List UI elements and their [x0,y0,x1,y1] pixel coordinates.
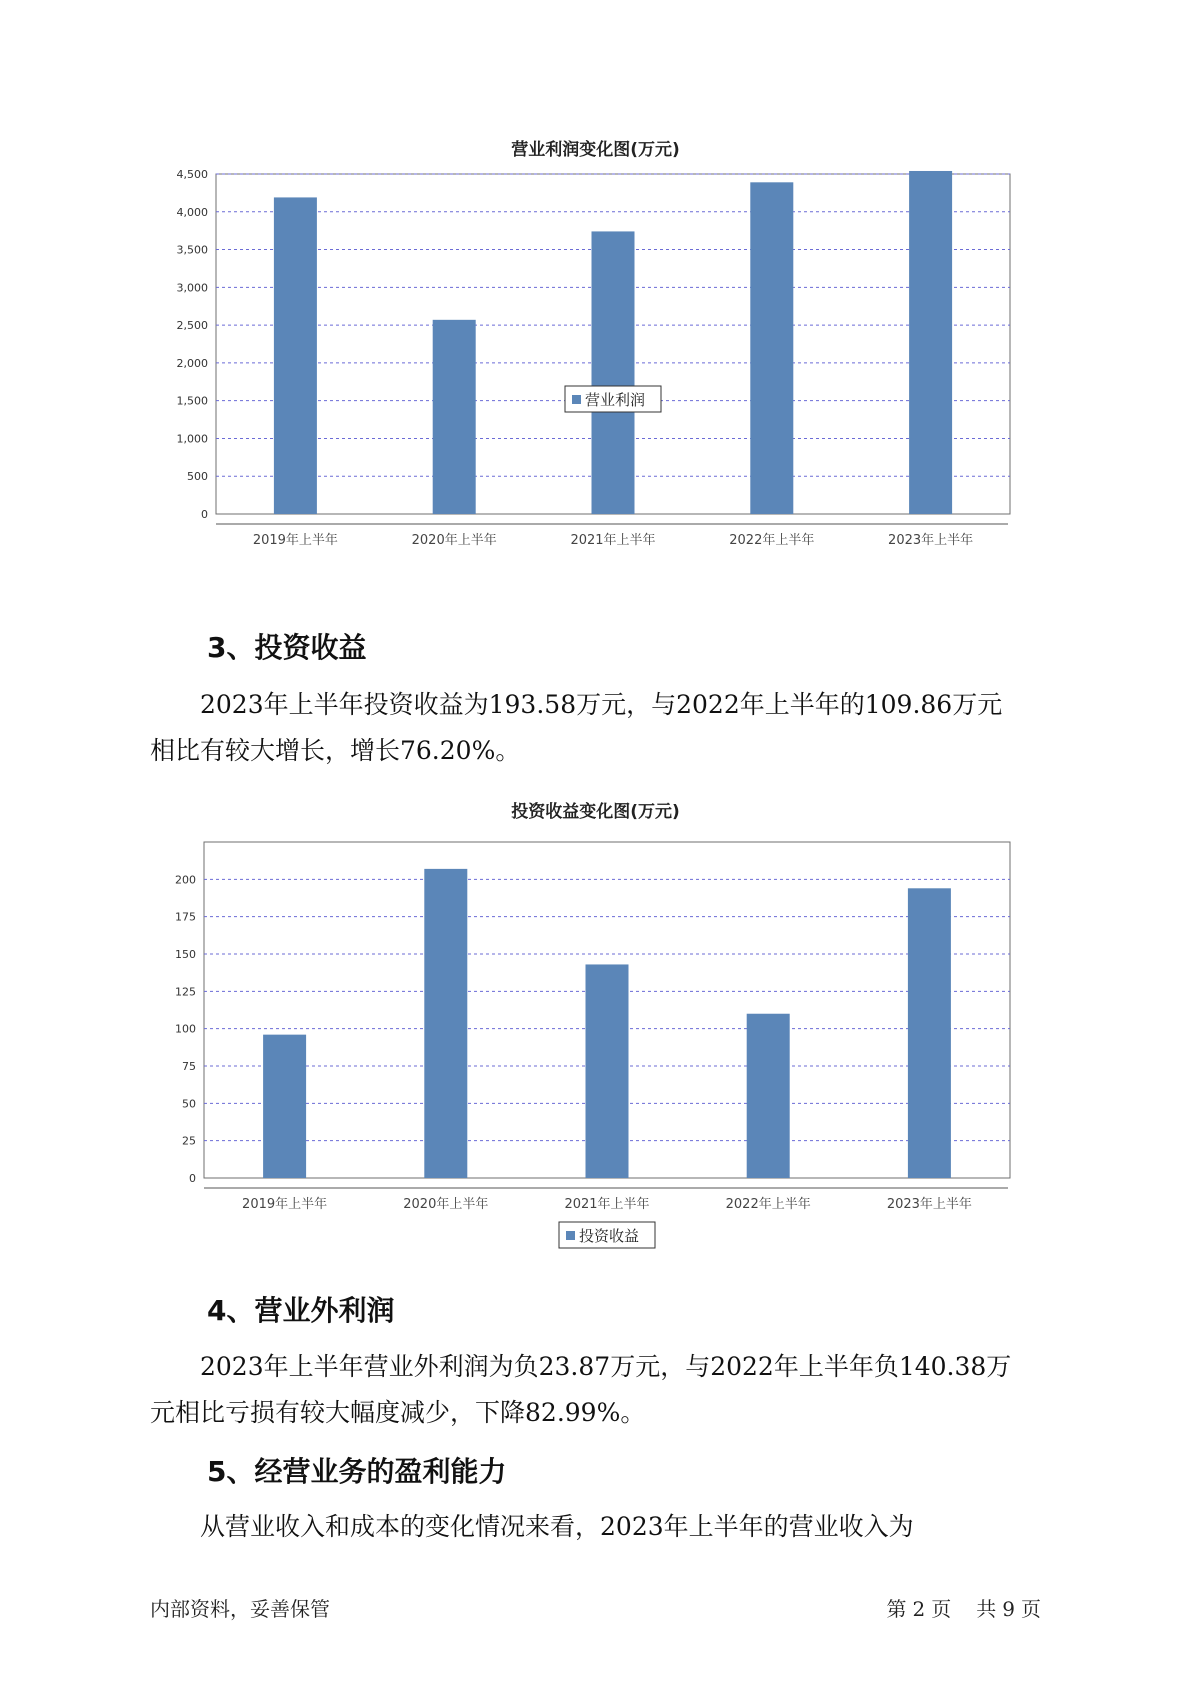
chart1-title: 营业利润变化图(万元) [511,140,680,160]
y-tick-label: 200 [175,873,196,887]
section4-heading: 4、营业外利润 [207,1294,395,1327]
bar-2 [424,869,467,1178]
y-tick-label: 4,000 [176,205,208,219]
footer-total-number: 9 [1002,1597,1015,1621]
footer-page-number: 2 [912,1597,926,1621]
footer-confidential-note: 内部资料，妥善保管 [150,1597,330,1621]
y-tick-label: 0 [189,1172,196,1185]
section5-line-1: 从营业收入和成本的变化情况来看，2023年上半年的营业收入为 [200,1512,914,1541]
x-tick-label: 2022年上半年 [729,533,815,548]
y-tick-label: 4,500 [176,168,208,181]
footer-page-info [880,1593,1041,1622]
legend-label: 投资收益 [579,1227,640,1245]
legend-label: 营业利润 [585,391,646,409]
y-tick-label: 3,500 [176,243,208,257]
y-tick-label: 2,500 [176,319,208,333]
y-tick-label: 125 [175,985,196,999]
x-tick-label: 2021年上半年 [564,1197,650,1212]
y-tick-label: 100 [175,1022,196,1036]
section3-line-2: 相比有较大增长，增长76.20%。 [150,736,521,765]
y-tick-label: 175 [175,910,196,924]
section4-line-1: 2023年上半年营业外利润为负23.87万元，与2022年上半年负140.38万 [200,1352,1012,1381]
section4-paragraph [150,1344,1050,1436]
section5-paragraph [150,1504,1050,1550]
bar-3 [586,964,629,1178]
y-tick-label: 500 [187,470,208,484]
bar-1 [274,197,317,514]
footer-page-unit: 页 [931,1597,952,1621]
y-tick-label: 0 [201,508,208,521]
footer-total-prefix: 共 [976,1597,997,1621]
section3-paragraph [150,682,1050,774]
bar-4 [750,182,793,514]
y-tick-label: 3,000 [176,281,208,295]
x-tick-label: 2020年上半年 [403,1197,489,1212]
bar-4 [747,1014,790,1178]
bar-3 [592,231,635,514]
legend-swatch [566,1231,575,1240]
x-tick-label: 2019年上半年 [252,533,338,548]
bar-1 [263,1035,306,1178]
bar-2 [433,320,476,514]
y-tick-label: 2,000 [176,356,208,370]
y-tick-label: 1,000 [176,432,208,446]
x-tick-label: 2021年上半年 [570,533,656,548]
y-tick-label: 50 [182,1097,196,1111]
x-tick-label: 2019年上半年 [242,1197,328,1212]
chart2-title: 投资收益变化图(万元) [511,802,680,822]
x-tick-label: 2023年上半年 [888,533,974,548]
footer-total-unit: 页 [1021,1597,1041,1621]
footer-page-prefix: 第 [886,1597,907,1621]
section4-line-2: 元相比亏损有较大幅度减少，下降82.99%。 [150,1398,646,1427]
y-tick-label: 150 [175,948,196,961]
chart1-operating-profit [0,170,1191,550]
section5-heading: 5、经营业务的盈利能力 [207,1455,507,1488]
x-tick-label: 2020年上半年 [411,533,497,548]
legend [559,1222,655,1248]
x-tick-label: 2022年上半年 [725,1197,811,1212]
y-tick-label: 75 [182,1060,196,1073]
y-tick-label: 1,500 [176,394,208,408]
y-tick-label: 25 [182,1134,196,1148]
x-tick-label: 2023年上半年 [886,1197,972,1212]
bar-5 [909,171,952,514]
section3-heading: 3、投资收益 [207,631,367,664]
legend-swatch [572,395,581,404]
section3-line-1: 2023年上半年投资收益为193.58万元，与2022年上半年的109.86万元 [200,690,1003,719]
bar-5 [908,888,951,1178]
chart2-investment-income [0,834,1191,1245]
legend [565,386,661,412]
